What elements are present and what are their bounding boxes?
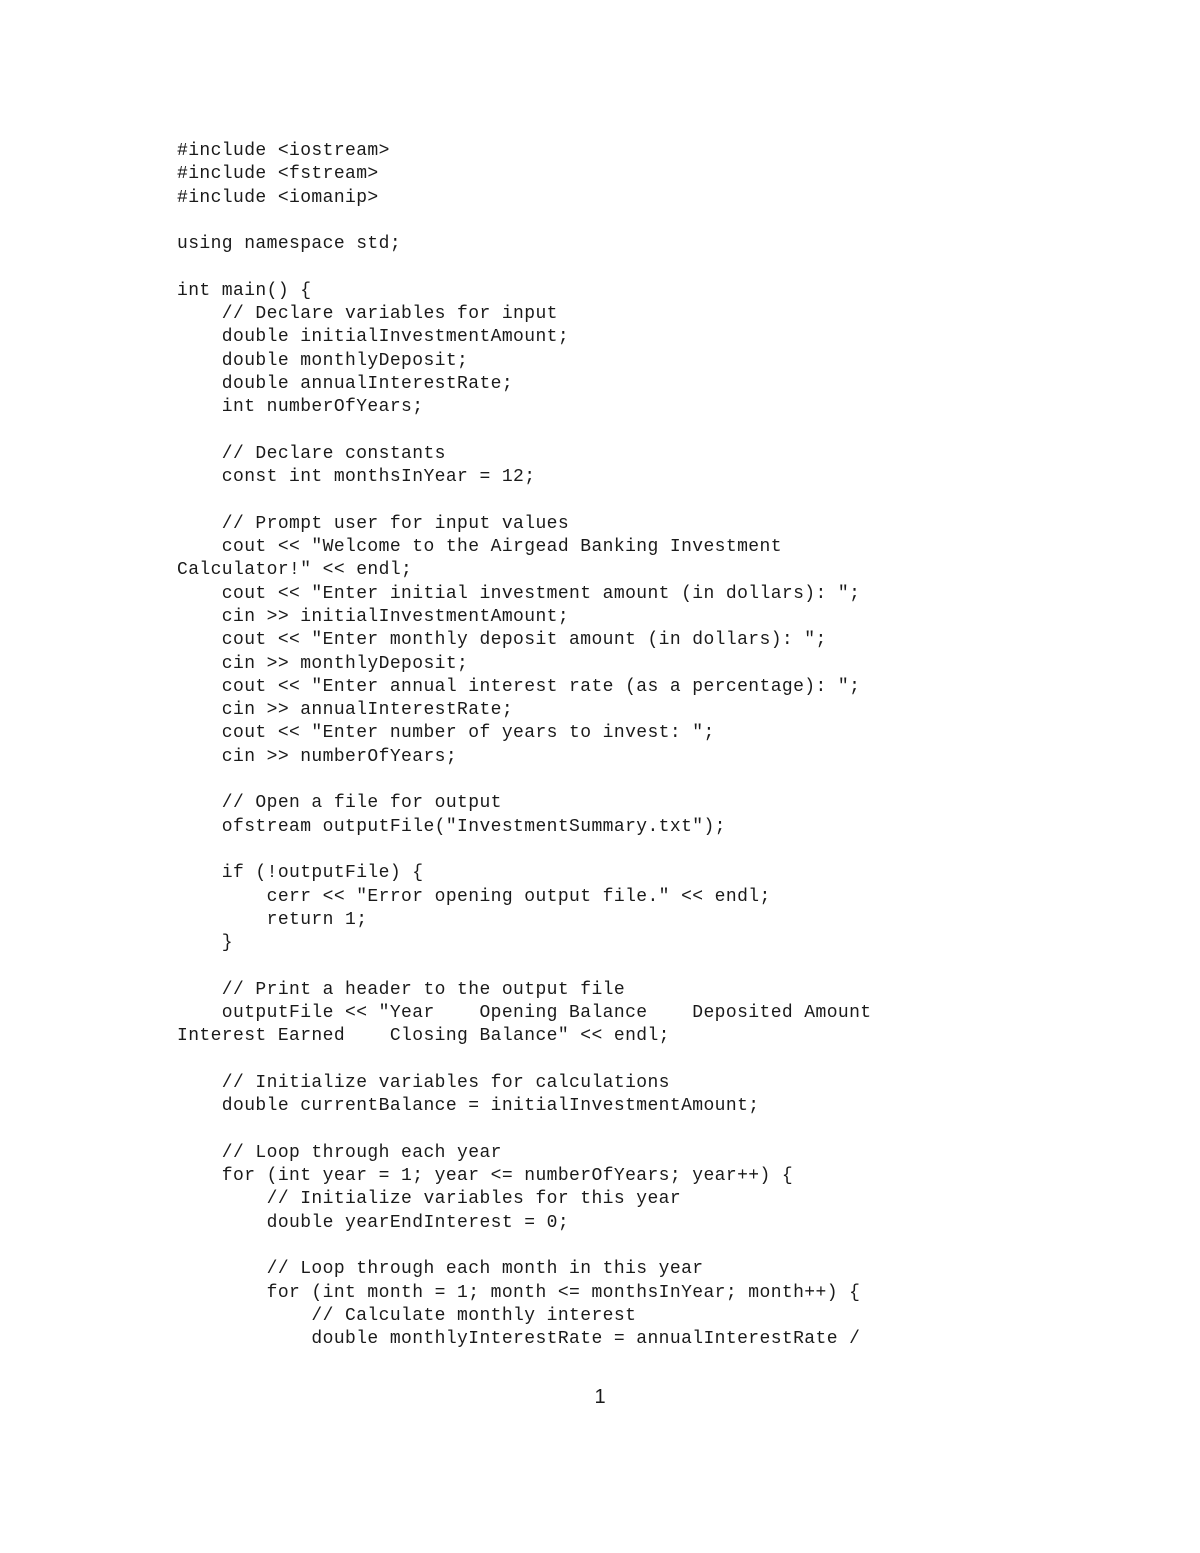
code-line: return 1; — [177, 909, 368, 930]
code-line: cerr << "Error opening output file." << endl; — [177, 886, 771, 907]
code-line: // Declare variables for input — [177, 304, 558, 325]
code-line: cout << "Enter initial investment amount (in dollars): "; — [177, 583, 861, 604]
code-line: outputFile << "Year Opening Balance Deposited Amount — [177, 1002, 872, 1023]
code-line: for (int year = 1; year <= numberOfYears; year++) { — [177, 1166, 794, 1187]
code-line: cin >> monthlyDeposit; — [177, 653, 469, 674]
code-line — [177, 769, 1157, 792]
code-line: // Initialize variables for this year — [177, 1189, 682, 1210]
code-line: // Print a header to the output file — [177, 979, 626, 1000]
code-line: cout << "Welcome to the Airgead Banking Investment — [177, 537, 782, 558]
code-line — [177, 210, 1157, 233]
code-line — [177, 955, 1157, 978]
code-line: cout << "Enter number of years to invest: "; — [177, 723, 715, 744]
code-line: // Initialize variables for calculations — [177, 1072, 670, 1093]
code-line: double annualInterestRate; — [177, 373, 514, 394]
code-line: #include <iostream> — [177, 141, 390, 161]
code-line: double monthlyDeposit; — [177, 350, 469, 371]
code-line — [177, 256, 1157, 279]
code-line: #include <iomanip> — [177, 187, 379, 208]
code-line: // Prompt user for input values — [177, 513, 570, 534]
code-listing — [177, 140, 1157, 1351]
code-line: cout << "Enter monthly deposit amount (in dollars): "; — [177, 630, 827, 651]
code-line: int main() { — [177, 280, 312, 301]
code-line: using namespace std; — [177, 234, 402, 255]
code-line: double initialInvestmentAmount; — [177, 327, 570, 348]
code-line: cout << "Enter annual interest rate (as a percentage): "; — [177, 676, 861, 697]
code-line: Interest Earned Closing Balance" << endl; — [177, 1026, 670, 1047]
code-line: cin >> initialInvestmentAmount; — [177, 606, 570, 627]
code-line — [177, 1118, 1157, 1141]
code-line: Calculator!" << endl; — [177, 560, 413, 581]
code-line: if (!outputFile) { — [177, 863, 424, 884]
code-line: double monthlyInterestRate = annualInterestRate / — [177, 1329, 861, 1350]
code-line: #include <fstream> — [177, 164, 379, 185]
code-line: // Loop through each year — [177, 1142, 502, 1163]
code-line: // Loop through each month in this year — [177, 1259, 704, 1280]
code-line: } — [177, 933, 234, 954]
code-line: double yearEndInterest = 0; — [177, 1212, 570, 1233]
code-line: // Calculate monthly interest — [177, 1305, 637, 1326]
code-line: // Declare constants — [177, 443, 446, 464]
code-line: cin >> annualInterestRate; — [177, 700, 514, 721]
code-line: // Open a file for output — [177, 793, 502, 814]
code-line: for (int month = 1; month <= monthsInYear; month++) { — [177, 1282, 861, 1303]
code-line: int numberOfYears; — [177, 397, 424, 418]
code-line — [177, 1235, 1157, 1258]
code-line — [177, 420, 1157, 443]
code-line — [177, 839, 1157, 862]
code-line: cin >> numberOfYears; — [177, 746, 458, 767]
code-line: double currentBalance = initialInvestmentAmount; — [177, 1096, 760, 1117]
page-number: 1 — [594, 1386, 606, 1408]
code-line: const int monthsInYear = 12; — [177, 467, 536, 488]
code-line — [177, 489, 1157, 512]
code-line: ofstream outputFile("InvestmentSummary.txt"); — [177, 816, 726, 837]
code-line — [177, 1049, 1157, 1072]
